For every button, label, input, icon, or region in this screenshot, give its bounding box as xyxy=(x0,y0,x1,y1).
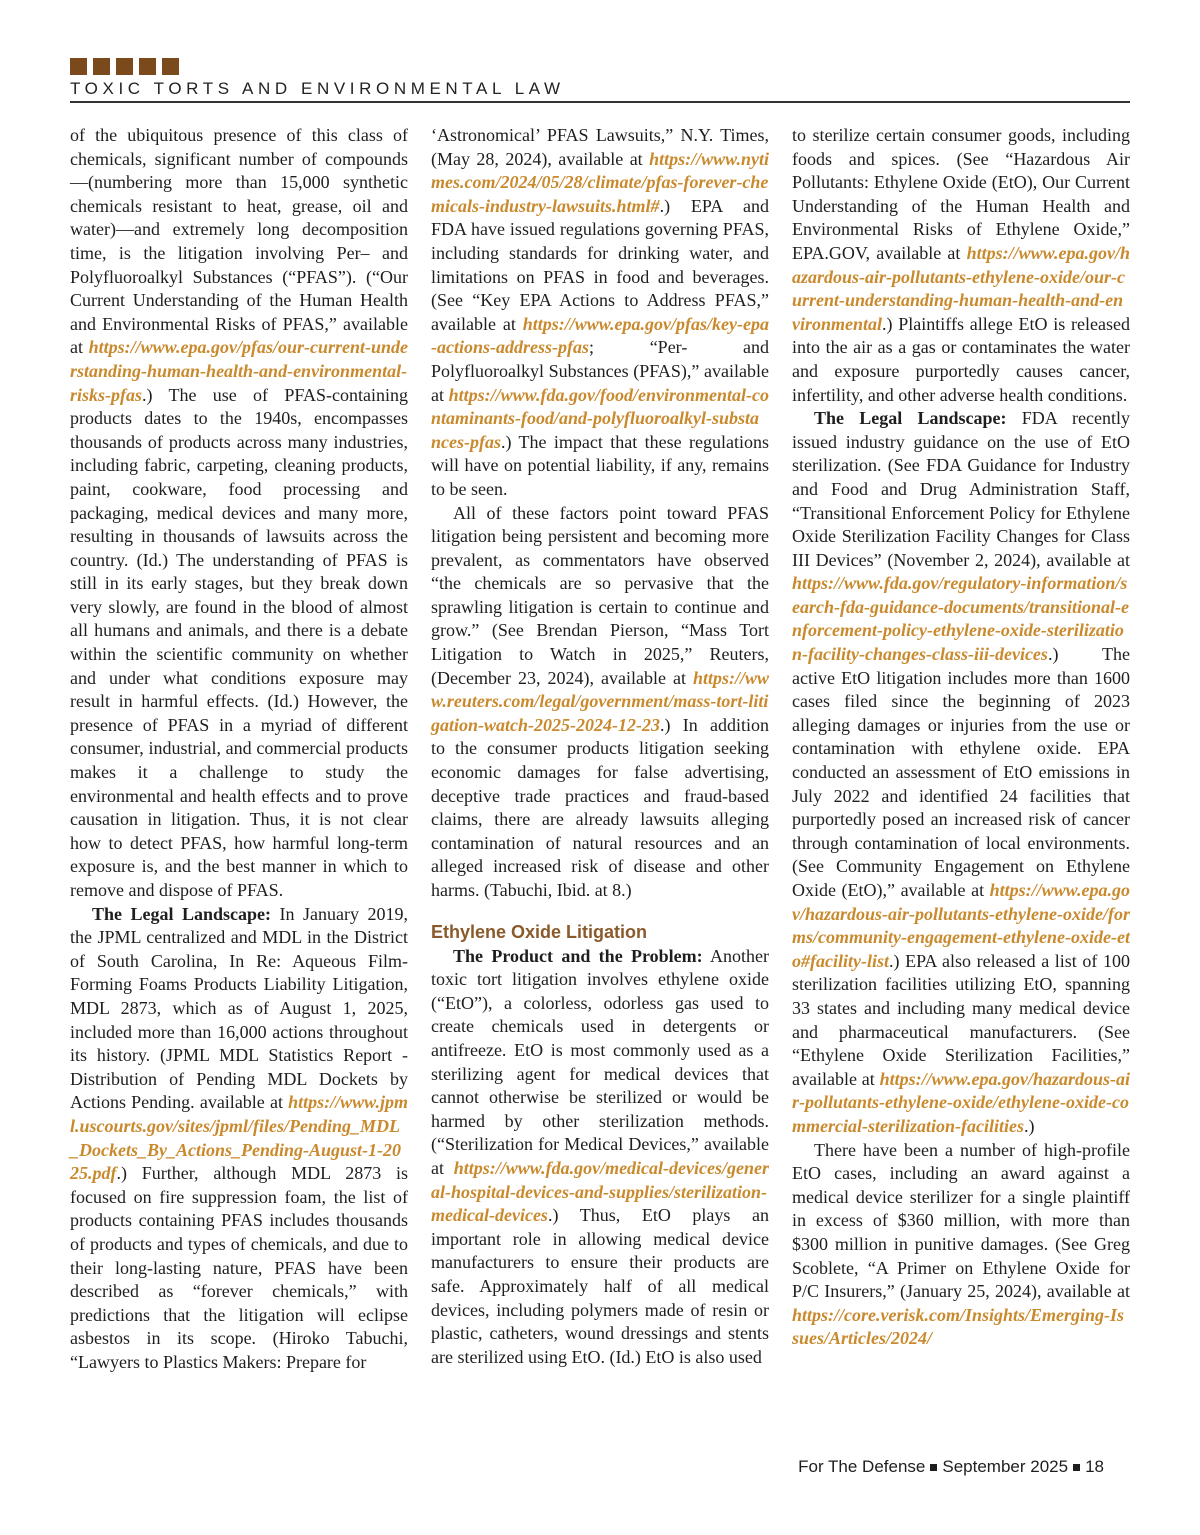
body-text: .) Plaintiffs allege EtO is released into the air as a gas or contaminates the water and exposure purportedly causes cancer, infertility, and other adverse health conditions. xyxy=(792,313,1130,405)
paragraph xyxy=(431,502,769,903)
header-square xyxy=(162,58,179,75)
body-text: ; “Per- and Polyfluoroalkyl Substances (PFAS),” available at xyxy=(431,337,769,405)
publication-name: For The Defense xyxy=(798,1457,926,1476)
footer-separator xyxy=(1073,1464,1080,1471)
body-text: .) EPA and FDA have issued regulations governing PFAS, including standards for drinking water, and limitations on PFAS in food and beverages. (See “Key EPA Actions to Address PFAS,” available at xyxy=(431,195,769,334)
section-title: TOXIC TORTS AND ENVIRONMENTAL LAW xyxy=(70,79,565,98)
lead-in: The Legal Landscape: xyxy=(814,408,1007,429)
url-link[interactable]: https://www.fda.gov/medical-devices/general-hospital-devices-and-supplies/sterilization-medical-devices xyxy=(431,1157,769,1226)
paragraph xyxy=(792,124,1130,407)
text-column-2 xyxy=(431,124,769,1369)
header-squares xyxy=(70,58,1130,76)
body-text: Another toxic tort litigation involves ethylene oxide (“EtO”), a colorless, odorless gas used to create chemicals used in detergents or antifreeze. EtO is most commonly used as a sterilizing agent for medical devices that cannot otherwise be sterilized or would be harmed by other sterilization methods. (“Sterilization for Medical Devices,” available at xyxy=(431,945,769,1178)
url-link[interactable]: https://www.epa.gov/hazardous-air-pollutants-ethylene-oxide/our-current-understanding-human-health-and-environmental xyxy=(792,242,1130,334)
header-square xyxy=(93,58,110,75)
url-link[interactable]: https://www.nytimes.com/2024/05/28/climate/pfas-forever-chemicals-industry-lawsuits.html# xyxy=(431,148,769,216)
paragraph xyxy=(70,903,408,1375)
body-text: .) Thus, EtO plays an important role in allowing medical device manufacturers to ensure their products are safe. Approximately half of all medical devices, including polymers made of resin or plastic, catheters, wound dressings and stents are sterilized using EtO. (Id.) EtO is also used xyxy=(431,1205,769,1367)
text-column-3 xyxy=(792,124,1130,1351)
body-text: .) In addition to the consumer products litigation seeking economic damages for false advertising, deceptive trade practices and fraud-based claims, there are already lawsuits alleging contamination of natural resources and an alleged increased risk of disease and other harms. (Tabuchi, Ibid. at 8.) xyxy=(431,714,769,900)
paragraph xyxy=(431,945,769,1370)
body-text: of the ubiquitous presence of this class of chemicals, significant number of compounds—(numbering more than 15,000 synthetic chemicals resistant to heat, grease, oil and water)—and extremely long decomposition time, is the litigation involving Per– and Polyfluoroalkyl Substances (“PFAS”). (“Our Current Understanding of the Human Health and Environmental Risks of PFAS,” available at xyxy=(70,125,408,358)
body-text: to sterilize certain consumer goods, including foods and spices. (See “Hazardous Air Pollutants: Ethylene Oxide (EtO), Our Current Understanding of the Human Health and Environmental Risks of Ethylene Oxide,” EPA.GOV, available at xyxy=(792,125,1130,263)
body-text: .) The impact that these regulations will have on potential liability, if any, remains to be seen. xyxy=(431,431,769,499)
paragraph xyxy=(792,1139,1130,1351)
body-text: There have been a number of high-profile EtO cases, including an award against a medical device sterilizer for a single plaintiff in excess of $360 million, with more than $300 million in punitive damages. (See Greg Scoblete, “A Primer on Ethylene Oxide for P/C Insurers,” (January 25, 2024), available at xyxy=(792,1139,1130,1302)
issue-date: September 2025 xyxy=(942,1457,1069,1476)
url-link[interactable]: https://www.epa.gov/hazardous-air-pollutants-ethylene-oxide/forms/community-engagement-ethylene-oxide-eto#facility-list xyxy=(792,880,1131,971)
body-text: .) The active EtO litigation includes more than 1600 cases filed since the beginning of 2023 alleging damages or injuries from the use or contamination with ethylene oxide. EPA conducted an assessment of EtO emissions in July 2022 and identified 24 facilities that purportedly posed an increased risk of cancer through contamination of local environments. (See Community Engagement on Ethylene Oxide (EtO),” available at xyxy=(792,644,1130,900)
body-text: FDA recently issued industry guidance on the use of EtO sterilization. (See FDA Guidance for Industry and Food and Drug Administration Staff, “Transitional Enforcement Policy for Ethylene Oxide Sterilization Facility Changes for Class III Devices” (November 2, 2024), available at xyxy=(792,408,1130,570)
page-number: 18 xyxy=(1085,1457,1104,1476)
url-link[interactable]: https://core.verisk.com/Insights/Emerging-Issues/Articles/2024/ xyxy=(792,1304,1125,1349)
body-text: .) The use of PFAS-containing products dates to the 1940s, encompasses thousands of products across many industries, including fabric, carpeting, cleaning products, paint, cookware, food processing and packaging, medical devices and many more, resulting in thousands of lawsuits across the country. (Id.) The understanding of PFAS is still in its early stages, but they break down very slowly, are found in the blood of almost all humans and animals, and there is a debate within the scientific community on whether and under what conditions exposure may result in harmful effects. (Id.) However, the presence of PFAS in a myriad of different consumer, industrial, and commercial products makes it a challenge to study the environmental and health effects and to prove causation in litigation. Thus, it is not clear how to detect PFAS, how harmful long-term exposure is, and the best manner in which to remove and dispose of PFAS. xyxy=(70,384,408,900)
header-square xyxy=(139,58,156,75)
body-text: In January 2019, the JPML centralized and MDL in the District of South Carolina, In Re: Aqueous Film-Forming Foams Products Liability Litigation, MDL 2873, which as of August 1, 2025, included more than 16,000 actions throughout its history. (JPML MDL Statistics Report - Distribution of Pending MDL Dockets by Actions Pending. available at xyxy=(70,903,408,1113)
section-header xyxy=(70,58,1130,99)
body-text: ‘Astronomical’ PFAS Lawsuits,” N.Y. Times, (May 28, 2024), available at xyxy=(431,125,769,169)
url-link[interactable]: https://www.epa.gov/pfas/key-epa-actions-address-pfas xyxy=(431,313,769,358)
paragraph xyxy=(792,407,1130,1138)
url-link[interactable]: https://www.fda.gov/regulatory-information/search-fda-guidance-documents/transitional-enforcement-policy-ethylene-oxide-sterilization-facility-changes-class-iii-devices xyxy=(792,573,1129,665)
header-square xyxy=(70,58,87,75)
page-footer xyxy=(798,1457,1104,1477)
lead-in: The Product and the Problem: xyxy=(453,945,703,966)
url-link[interactable]: https://www.jpml.uscourts.gov/sites/jpml/files/Pending_MDL_Dockets_By_Actions_Pending-August-1-2025.pdf xyxy=(70,1092,408,1184)
paragraph xyxy=(431,124,769,502)
body-text: .) Further, although MDL 2873 is focused on fire suppression foam, the list of products containing PFAS includes thousands of products and types of chemicals, and due to their long-lasting nature, PFAS have been described as “forever chemicals,” with predictions that the litigation will eclipse asbestos in its scope. (Hiroko Tabuchi, “Lawyers to Plastics Makers: Prepare for xyxy=(70,1163,408,1372)
url-link[interactable]: https://www.epa.gov/pfas/our-current-understanding-human-health-and-environmental-risks-pfas xyxy=(70,337,408,405)
paragraph xyxy=(70,124,408,903)
url-link[interactable]: https://www.reuters.com/legal/government/mass-tort-litigation-watch-2025-2024-12-23 xyxy=(431,667,769,735)
body-text: .) xyxy=(1023,1115,1035,1136)
body-text: .) EPA also released a list of 100 sterilization facilities utilizing EtO, spanning 33 states and including many medical device and pharmaceutical manufacturers. (See “Ethylene Oxide Sterilization Facilities,” available at xyxy=(792,950,1130,1089)
body-text: All of these factors point toward PFAS litigation being persistent and becoming more prevalent, as commentators have observed “the chemicals are so pervasive that the sprawling litigation is certain to continue and grow.” (See Brendan Pierson, “Mass Tort Litigation to Watch in 2025,” Reuters, (December 23, 2024), available at xyxy=(431,502,769,688)
header-square xyxy=(116,58,133,75)
lead-in: The Legal Landscape: xyxy=(92,903,272,924)
url-link[interactable]: https://www.epa.gov/hazardous-air-pollutants-ethylene-oxide/ethylene-oxide-commercial-sterilization-facilities xyxy=(792,1068,1130,1136)
url-link[interactable]: https://www.fda.gov/food/environmental-contaminants-food/and-polyfluoroalkyl-substances-pfas xyxy=(431,384,769,452)
text-column-1 xyxy=(70,124,408,1374)
subheading: Ethylene Oxide Litigation xyxy=(431,921,648,942)
header-rule xyxy=(70,101,1130,103)
footer-separator xyxy=(930,1464,937,1471)
